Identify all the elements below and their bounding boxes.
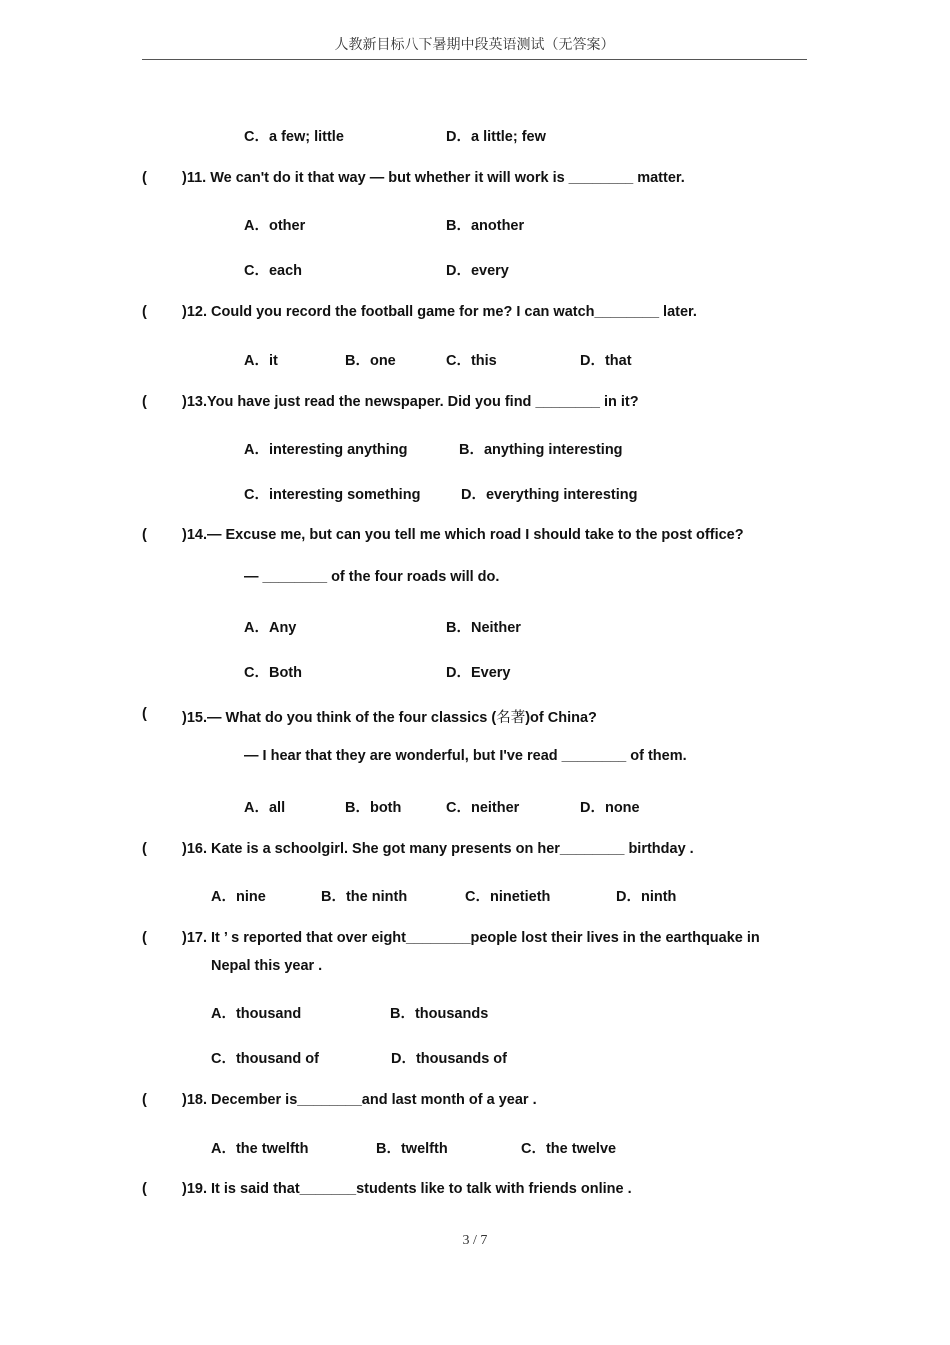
- q18-option-a: A．the twelfth: [211, 1141, 309, 1157]
- q17-option-c: C．thousand of: [211, 1051, 319, 1067]
- q14-answer-paren: (: [142, 527, 147, 543]
- q17-option-d: D．thousands of: [391, 1051, 507, 1067]
- q11-option-c: C．each: [244, 263, 303, 279]
- q12-option-a: A．it: [244, 353, 278, 369]
- q14-stem: )14.— Excuse me, but can you tell me which road I should take to the post office?: [182, 527, 744, 543]
- q17-stem-line2: Nepal this year .: [211, 958, 323, 974]
- q14-option-d: D．Every: [446, 665, 511, 681]
- q11-option-d: D．every: [446, 263, 509, 279]
- q17-option-b: B．thousands: [390, 1006, 489, 1022]
- q10-option-d: D．a little; few: [446, 129, 546, 145]
- q15-answer-paren: (: [142, 706, 147, 722]
- q17-answer-paren: (: [142, 930, 147, 946]
- q13-option-d: D．everything interesting: [461, 487, 638, 503]
- q11-stem: )11. We can't do it that way — but whether it will work is ________ matter.: [182, 170, 685, 186]
- q18-option-c: C．the twelve: [521, 1141, 617, 1157]
- q13-option-a: A．interesting anything: [244, 442, 408, 458]
- q11-option-b: B．another: [446, 218, 525, 234]
- q18-answer-paren: (: [142, 1092, 147, 1108]
- q16-stem: )16. Kate is a schoolgirl. She got many presents on her________ birthday .: [182, 841, 694, 857]
- q15-reply: — I hear that they are wonderful, but I've read ________ of them.: [244, 748, 687, 764]
- q12-answer-paren: (: [142, 304, 147, 320]
- q15-option-b: B．both: [345, 800, 402, 816]
- q14-option-a: A．Any: [244, 620, 297, 636]
- page-header: 人教新目标八下暑期中段英语测试（无答案）: [334, 37, 615, 53]
- q12-stem: )12. Could you record the football game for me? I can watch________ later.: [182, 304, 697, 320]
- q17-option-a: A．thousand: [211, 1006, 302, 1022]
- q13-answer-paren: (: [142, 394, 147, 410]
- page-number: 3 / 7: [462, 1233, 488, 1248]
- q16-answer-paren: (: [142, 841, 147, 857]
- q10-option-c: C．a few; little: [244, 129, 344, 145]
- q19-stem: )19. It is said that_______students like to talk with friends online .: [182, 1181, 632, 1197]
- q14-option-b: B．Neither: [446, 620, 521, 636]
- q15-option-a: A．all: [244, 800, 286, 816]
- q16-option-a: A．nine: [211, 889, 266, 905]
- q14-option-c: C．Both: [244, 665, 302, 681]
- q13-stem: )13.You have just read the newspaper. Did you find ________ in it?: [182, 394, 639, 410]
- q18-stem: )18. December is________and last month of a year .: [182, 1092, 537, 1108]
- q17-stem: )17. It ’ s reported that over eight________people lost their lives in the earthquake in: [182, 930, 760, 946]
- q19-answer-paren: (: [142, 1181, 147, 1197]
- q15-option-c: C．neither: [446, 800, 520, 816]
- q18-option-b: B．twelfth: [376, 1141, 448, 1157]
- q16-option-c: C．ninetieth: [465, 889, 551, 905]
- q15-stem-post: )of China?: [525, 710, 597, 726]
- q13-option-c: C．interesting something: [244, 487, 421, 503]
- q11-answer-paren: (: [142, 170, 147, 186]
- header-rule: [142, 59, 807, 60]
- q14-reply: — ________ of the four roads will do.: [244, 569, 500, 585]
- q16-option-b: B．the ninth: [321, 889, 408, 905]
- q12-option-b: B．one: [345, 353, 396, 369]
- q13-option-b: B．anything interesting: [459, 442, 623, 458]
- q15-stem: [182, 706, 597, 727]
- q15-stem-pre: )15.— What do you think of the four classics (: [182, 710, 497, 726]
- q16-option-d: D．ninth: [616, 889, 677, 905]
- q15-option-d: D．none: [580, 800, 640, 816]
- q12-option-c: C．this: [446, 353, 497, 369]
- q11-option-a: A．other: [244, 218, 306, 234]
- q12-option-d: D．that: [580, 353, 632, 369]
- q15-stem-chinese: 名著: [496, 710, 526, 726]
